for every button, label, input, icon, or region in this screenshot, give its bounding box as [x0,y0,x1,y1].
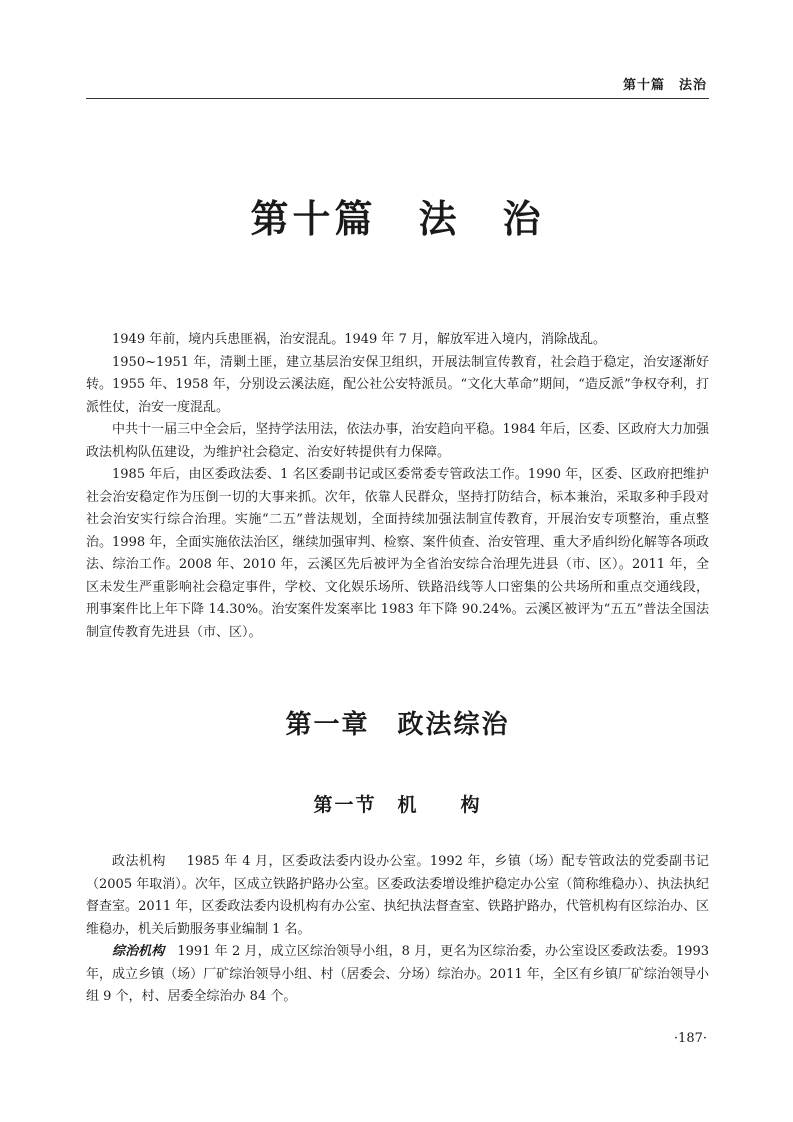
header-rule [86,98,709,99]
entry-term: 综治机构 [112,944,165,959]
entry-term: 政法机构 [112,854,166,869]
chapter-title: 第一章 政法综治 [285,710,510,740]
intro-paragraph: 1985 年后，由区委政法委、1 名区委副书记或区委常委专管政法工作。1990 年，区委、区政府把维护社会治安稳定作为压倒一切的大事来抓。次年，依靠人民群众，坚持打防结合，标本兼治，采取多种手段对社会治安实行综合治理。实施“二五”普法规划，全面持续加强法制宣传教育，开展治安专项整治，重点整治。1998 年，全面实施依法治区，继续加强审判、检察、案件侦查、治安管理、重大矛盾纠纷化解等各项政法、综治工作。2008 年、2010 年，云溪区先后被评为全省治安综合治理先进县（市、区）。2011 年，全区未发生严重影响社会稳定事件，学校、文化娱乐场所、铁路沿线等人口密集的公共场所和重点交通线段，刑事案件比上年下降 14.30%。治安案件发案率比 1983 年下降 90.24%。云溪区被评为“五五”普法全国法制宣传教育先进县（市、区）。 [86,467,709,640]
entry-text: 1991 年 2 月，成立区综治领导小组，8 月，更名为区综治委，办公室设区委政法委。1993 年，成立乡镇（场）厂矿综治领导小组、村（居委会、分场）综治办。2011 年，全区有乡镇厂矿综治领导小组 9 个，村、居委全综治办 84 个。 [86,944,709,1004]
intro-paragraph: 1950~1951 年，清剿土匪，建立基层治安保卫组织，开展法制宣传教育，社会趋于稳定，治安逐渐好转。1955 年、1958 年，分别设云溪法庭，配公社公安特派员。“文化大革命”期间，“造反派”争权夺利，打派性仗，治安一度混乱。 [86,354,709,415]
intro-paragraph: 中共十一届三中全会后，坚持学法用法，依法办事，治安趋向平稳。1984 年后，区委、区政府大力加强政法机构队伍建设，为维护社会稳定、治安好转提供有力保障。 [86,422,709,460]
intro-paragraph: 1949 年前，境内兵患匪祸，治安混乱。1949 年 7 月，解放军进入境内，消除战乱。 [112,332,606,347]
section-entry [86,851,709,941]
section-title: 第一节 机 构 [313,794,482,816]
entry-text: 1985 年 4 月，区委政法委内设办公室。1992 年，乡镇（场）配专管政法的党委副书记（2005 年取消）。次年，区成立铁路护路办公室。区委政法委增设维护稳定办公室（简称维稳办）、执法执纪督查室。2011 年，区委政法委内设机构有办公室、执纪执法督查室、铁路护路办，代管机构有区综治办、区维稳办，机关后勤服务事业编制 1 名。 [86,854,709,937]
part-title: 第十篇 法 治 [250,196,545,241]
page-number: ·187· [673,1031,707,1046]
intro-text [86,329,709,644]
running-head: 第十篇 法治 [622,78,707,93]
section-body [86,851,709,1009]
section-entry [86,941,709,1009]
